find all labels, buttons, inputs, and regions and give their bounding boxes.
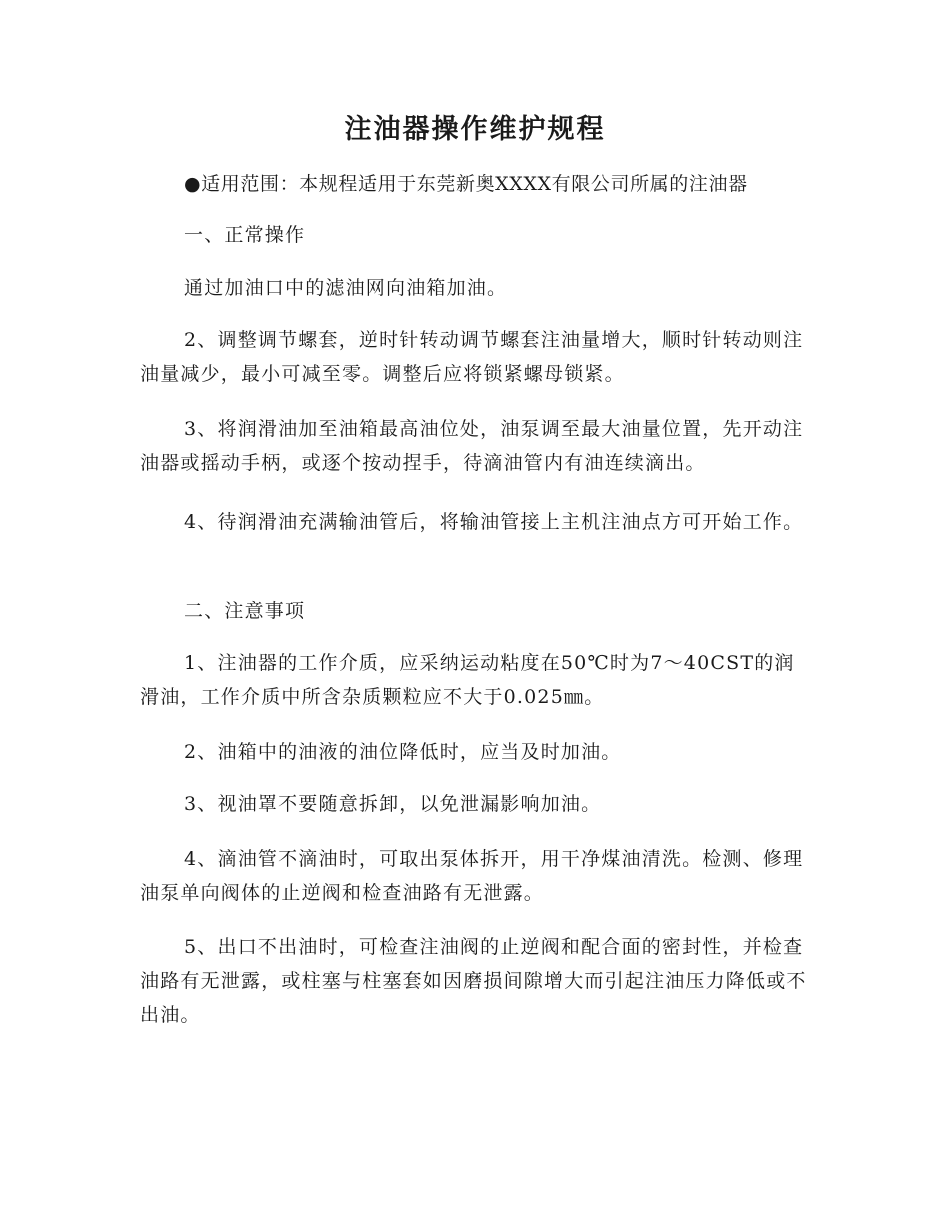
precaution-item-1: 1、注油器的工作介质，应采纳运动粘度在50℃时为7～40CST的润滑油，工作介质中所含杂质颗粒应不大于0.025㎜。 xyxy=(140,652,795,708)
operation-step-4: 4、待润滑油充满输油管后，将输油管接上主机注油点方可开始工作。 xyxy=(184,511,804,533)
operation-step-2: 2、调整调节螺套，逆时针转动调节螺套注油量增大，顺时针转动则注油量减少，最小可减至零。调整后应将锁紧螺母锁紧。 xyxy=(140,329,804,385)
section-heading-precautions: 二、注意事项 xyxy=(184,600,306,622)
precaution-item-4: 4、滴油管不滴油时，可取出泵体拆开，用干净煤油清洗。检测、修理油泵单向阀体的止逆阀和检查油路有无泄露。 xyxy=(140,848,804,904)
precaution-item-3: 3、视油罩不要随意拆卸，以免泄漏影响加油。 xyxy=(184,793,602,815)
document-title: 注油器操作维护规程 xyxy=(344,114,606,145)
precaution-item-5: 5、出口不出油时，可检查注油阀的止逆阀和配合面的密封性，并检查油路有无泄露，或柱塞与柱塞套如因磨损间隙增大而引起注油压力降低或不出油。 xyxy=(140,936,807,1026)
operation-step-3: 3、将润滑油加至油箱最高油位处，油泵调至最大油量位置，先开动注油器或摇动手柄，或逐个按动捏手，待滴油管内有油连续滴出。 xyxy=(140,418,804,474)
precaution-item-2: 2、油箱中的油液的油位降低时，应当及时加油。 xyxy=(184,741,622,763)
section-heading-normal-operation: 一、正常操作 xyxy=(184,224,306,246)
operation-step-1: 通过加油口中的滤油网向油箱加油。 xyxy=(184,277,508,299)
scope-statement: ●适用范围：本规程适用于东莞新奥XXXX有限公司所属的注油器 xyxy=(184,173,748,195)
